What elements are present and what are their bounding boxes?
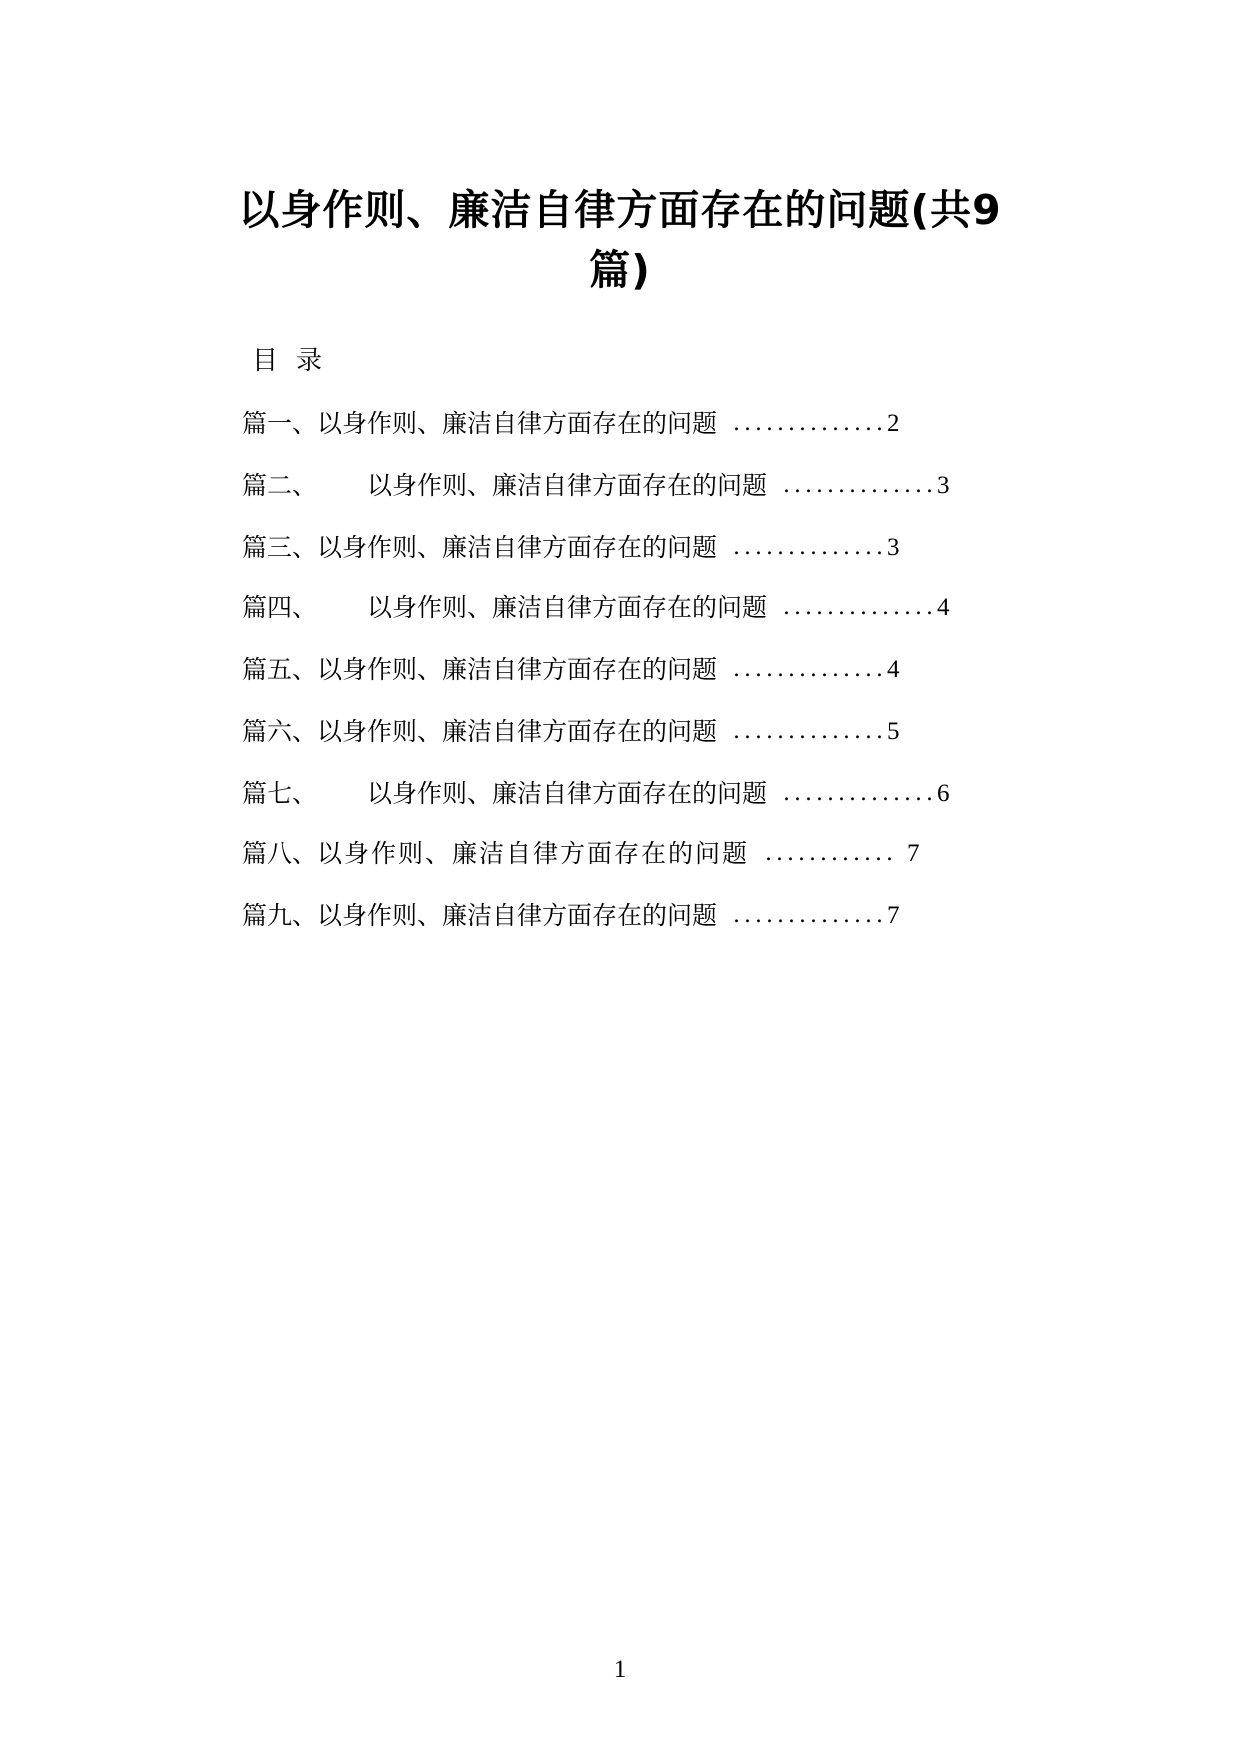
toc-page-number: 4	[936, 594, 950, 621]
toc-leader-dots: ..............	[733, 535, 887, 560]
toc-entry-9[interactable]	[242, 896, 899, 936]
toc-page-number: 5	[886, 718, 900, 745]
toc-page-number: 6	[936, 780, 950, 807]
toc-entry-text: 以身作则、廉洁自律方面存在的问题	[367, 471, 768, 500]
toc-entry-text: 以身作则、廉洁自律方面存在的问题	[317, 409, 718, 438]
toc-entry-prefix: 篇四、	[242, 593, 318, 622]
toc-page-number: 7	[886, 902, 900, 929]
toc-leader-dots: ..............	[783, 473, 937, 498]
toc-entry-2[interactable]	[242, 466, 949, 506]
toc-entry-8[interactable]	[242, 834, 919, 874]
toc-entry-prefix: 篇六、	[242, 717, 318, 746]
toc-entry-6[interactable]	[242, 712, 899, 752]
toc-entry-prefix: 篇五、	[242, 655, 318, 684]
toc-entry-4[interactable]	[242, 588, 949, 628]
toc-page-number: 3	[886, 534, 900, 561]
toc-entry-text: 以身作则、廉洁自律方面存在的问题	[317, 901, 718, 930]
toc-page-number: 2	[886, 410, 900, 437]
toc-entry-prefix: 篇七、	[242, 779, 318, 808]
toc-entry-prefix: 篇八、	[242, 839, 318, 868]
toc-leader-dots: ..............	[783, 781, 937, 806]
toc-entry-prefix: 篇二、	[242, 471, 318, 500]
footer-page-number: 1	[613, 1656, 627, 1683]
toc-entry-text: 以身作则、廉洁自律方面存在的问题	[317, 839, 750, 868]
toc-heading: 目录	[252, 346, 341, 376]
toc-leader-dots: ..............	[733, 411, 887, 436]
toc-entry-prefix: 篇九、	[242, 901, 318, 930]
toc-page-number: 3	[936, 472, 950, 499]
toc-entry-7[interactable]	[242, 774, 949, 814]
toc-entry-prefix: 篇三、	[242, 533, 318, 562]
toc-entry-text: 以身作则、廉洁自律方面存在的问题	[367, 593, 768, 622]
toc-leader-dots: ..............	[733, 719, 887, 744]
toc-page-number: 4	[886, 656, 900, 683]
toc-leader-dots: ..............	[733, 657, 887, 682]
toc-entry-text: 以身作则、廉洁自律方面存在的问题	[317, 717, 718, 746]
title-line-1: 以身作则、廉洁自律方面存在的问题(共9	[238, 186, 1002, 234]
toc-entry-prefix: 篇一、	[242, 409, 318, 438]
table-of-contents	[242, 0, 1042, 1000]
toc-leader-dots: ..............	[733, 903, 887, 928]
toc-entry-text: 以身作则、廉洁自律方面存在的问题	[317, 533, 718, 562]
toc-entry-1[interactable]	[242, 404, 899, 444]
toc-entry-text: 以身作则、廉洁自律方面存在的问题	[317, 655, 718, 684]
title-line-2: 篇)	[589, 246, 651, 294]
toc-leader-dots: ............	[765, 841, 897, 866]
toc-entry-text: 以身作则、廉洁自律方面存在的问题	[367, 779, 768, 808]
toc-page-number: 7	[906, 840, 920, 867]
toc-leader-dots: ..............	[783, 595, 937, 620]
toc-entry-3[interactable]	[242, 528, 899, 568]
toc-entry-5[interactable]	[242, 650, 899, 690]
